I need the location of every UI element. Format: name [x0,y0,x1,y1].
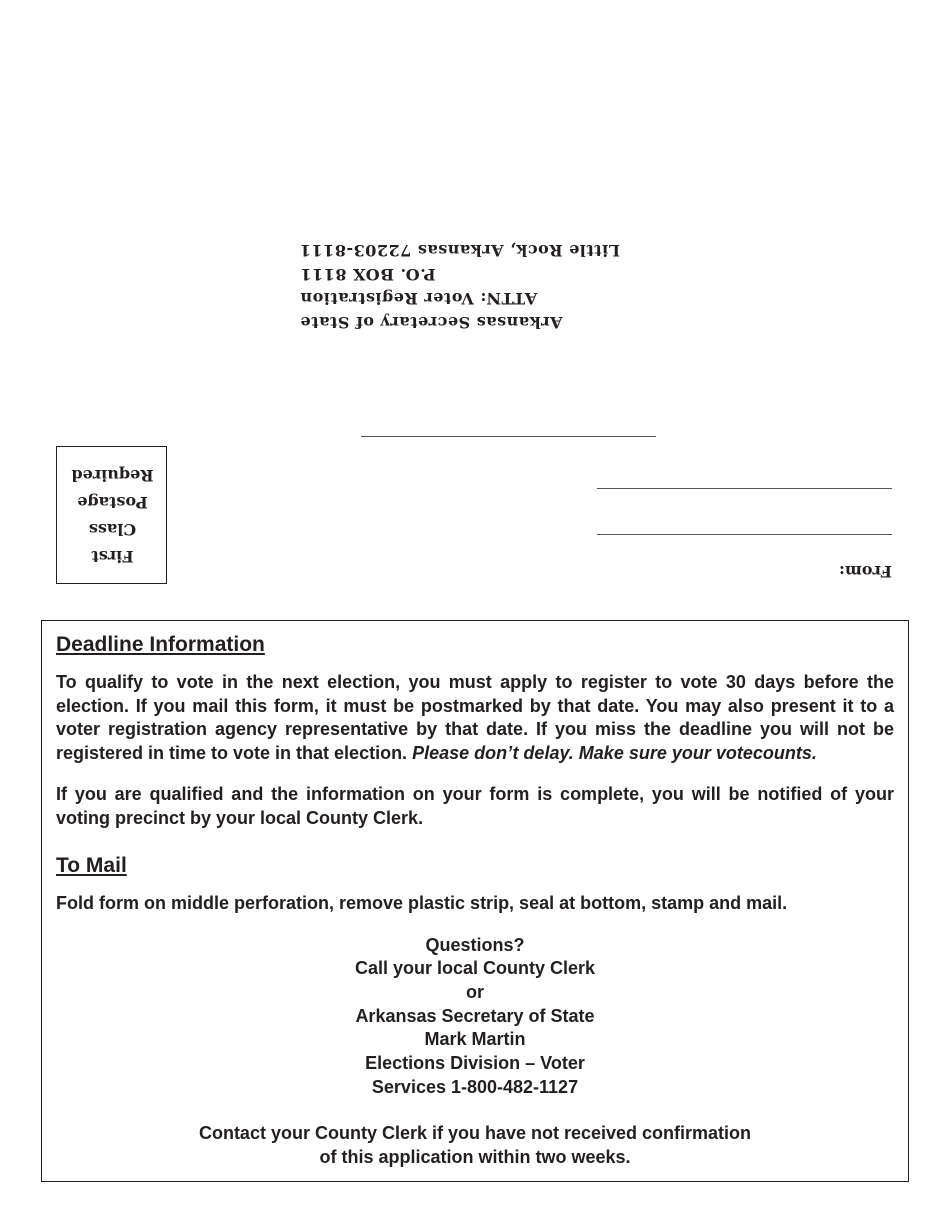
contact-note [56,1122,894,1169]
deadline-paragraph [56,671,894,765]
stamp-line: Class [88,520,137,539]
address-line: ATTN: Voter Registration [300,289,538,308]
questions-line: Call your local County Clerk [354,958,596,979]
from-line-rule [597,488,892,489]
address-line-rule [361,436,656,437]
questions-line: Mark Martin [424,1029,526,1050]
questions-line: Elections Division – Voter [365,1053,585,1074]
stamp-line: Postage [77,493,148,512]
deadline-info-box [41,620,909,1182]
mail-instructions: Fold form on middle perforation, remove plastic strip, seal at bottom, stamp and mail. [56,893,788,913]
questions-line: or [466,981,484,1002]
address-line: Little Rock, Arkansas 72203-8111 [299,241,620,260]
notification-paragraph: If you are qualified and the information on your form is complete, you will be notified of your voting precinct by your local County Clerk. [56,784,894,828]
deadline-text: To qualify to vote in the next election, you must apply to register to vote 30 days before the election. If you mail this form, it must be postmarked by that date. You may also present it to a voter registration agency representative by that date. If you miss the deadline you will not be registered in time to vote in that election. [56,672,894,763]
address-line: Arkansas Secretary of State [300,313,563,332]
contact-line: Contact your County Clerk if you have not received confirmation [198,1123,752,1144]
postage-stamp-box [56,446,167,584]
questions-line: Arkansas Secretary of State [355,1005,595,1026]
stamp-text [57,447,168,585]
contact-line: of this application within two weeks. [319,1147,631,1168]
questions-line: Questions? [425,934,525,955]
deadline-heading: Deadline Information [56,633,265,656]
questions-block [56,934,894,1100]
deadline-emphasis: Please don’t delay. Make sure your votecounts. [412,742,817,763]
questions-line: Services 1-800-482-1127 [371,1076,579,1097]
stamp-line: Required [71,466,154,485]
from-label: From: [838,562,892,581]
stamp-line: First [91,547,134,566]
address-line: P.O. BOX 8111 [300,265,436,284]
to-mail-heading: To Mail [56,854,127,877]
mailing-address [300,238,620,334]
from-line-rule [597,534,892,535]
